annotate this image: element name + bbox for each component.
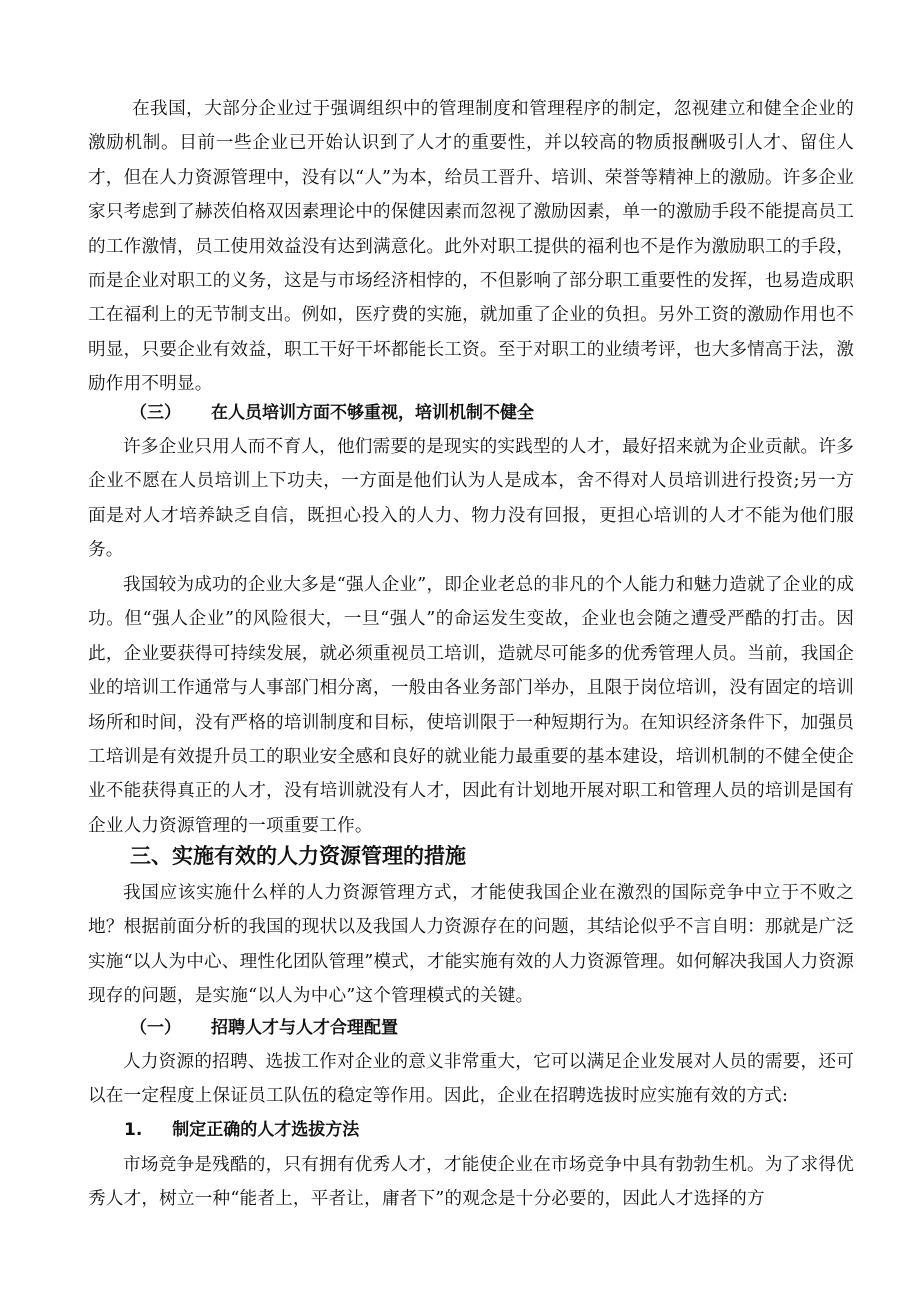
paragraph-text: 许多企业只用人而不育人，他们需要的是现实的实践型的人才，最好招来就为企业贡献。许多企业不愿在人员培训上下功夫，一方面是他们认为人是成本，舍不得对人员培训进行投资;另一方面是对人才培养缺乏自信，既担心投入的人力、物力没有回报，更担心培训的人才不能为他们服务。: [88, 437, 854, 561]
paragraph-text: 人力资源的招聘、选拔工作对企业的意义非常重大，它可以满足企业发展对人员的需要，还可以在一定程度上保证员工队伍的稳定等作用。因此，企业在招聘选拔时应实施有效的方式:: [88, 1052, 854, 1107]
subheading-text: 制定正确的人才选拔方法: [172, 1120, 360, 1140]
subheading-training-neglect: [130, 398, 534, 428]
subheading-selection-method: [124, 1115, 359, 1145]
paragraph-hr-approach: [88, 876, 854, 1014]
paragraph-recruitment-importance: [88, 1045, 854, 1114]
paragraph-text: 市场竞争是残酷的，只有拥有优秀人才，才能使企业在市场竞争中具有勃勃生机。为了求得优秀人才，树立一种“能者上，平者让，庸者下”的观念是十分必要的，因此人才选择的方: [88, 1155, 854, 1210]
section-title: 三、实施有效的人力资源管理的措施: [130, 844, 466, 868]
paragraph-text: 在我国，大部分企业过于强调组织中的管理制度和管理程序的制定，忽视建立和健全企业的激励机制。目前一些企业已开始认识到了人才的重要性，并以较高的物质报酬吸引人才、留住人才，但在人力资源管理中，没有以“人”为本，给员工晋升、培训、荣誉等精神上的激励。许多企业家只考虑到了赫茨伯格双因素理论中的保健因素而忽视了激励因素，单一的激励手段不能提高员工的工作激情，员工使用效益没有达到满意化。此外对职工提供的福利也不是作为激励职工的手段，而是企业对职工的义务，这是与市场经济相悖的，不但影响了部分职工重要性的发挥，也易造成职工在福利上的无节制支出。例如，医疗费的实施，就加重了企业的负担。另外工资的激励作用也不明显，只要企业有效益，职工干好干坏都能长工资。至于对职工的业绩考评，也大多情高于法，激励作用不明显。: [88, 99, 854, 395]
paragraph-market-competition: [88, 1148, 854, 1217]
subheading-text: 在人员培训方面不够重视，培训机制不健全: [211, 403, 534, 423]
paragraph-text: 我国较为成功的企业大多是“强人企业”，即企业老总的非凡的个人能力和魅力造就了企业的成功。但“强人企业”的风险很大，一旦“强人”的命运发生变故，企业也会随之遭受严酷的打击。因此，企业要获得可持续发展，就必须重视员工培训，造就尽可能多的优秀管理人员。当前，我国企业的培训工作通常与人事部门相分离，一般由各业务部门举办，且限于岗位培训，没有固定的培训场所和时间，没有严格的培训制度和目标，使培训限于一种短期行为。在知识经济条件下，加强员工培训是有效提升员工的职业安全感和良好的就业能力最重要的基本建设，培训机制的不健全使企业不能获得真正的人才，没有培训就没有人才，因此有计划地开展对职工和管理人员的培训是国有企业人力资源管理的一项重要工作。: [88, 575, 854, 836]
subheading-text: 招聘人才与人才合理配置: [211, 1018, 398, 1038]
subheading-marker: 1.: [124, 1120, 143, 1140]
paragraph-strongman-enterprise: [88, 568, 854, 843]
subheading-recruitment: [130, 1013, 398, 1043]
paragraph-incentive-mechanism: [88, 92, 854, 402]
subheading-marker: （三）: [130, 403, 181, 423]
paragraph-no-training: [88, 430, 854, 568]
subheading-marker: （一）: [130, 1018, 181, 1038]
paragraph-text: 我国应该实施什么样的人力资源管理方式，才能使我国企业在激烈的国际竞争中立于不败之地？根据前面分析的我国的现状以及我国人力资源存在的问题，其结论似乎不言自明：那就是广泛实施“以人为中心、理性化团队管理”模式，才能实施有效的人力资源管理。如何解决我国人力资源现存的问题，是实施“以人为中心”这个管理模式的关键。: [88, 883, 854, 1007]
